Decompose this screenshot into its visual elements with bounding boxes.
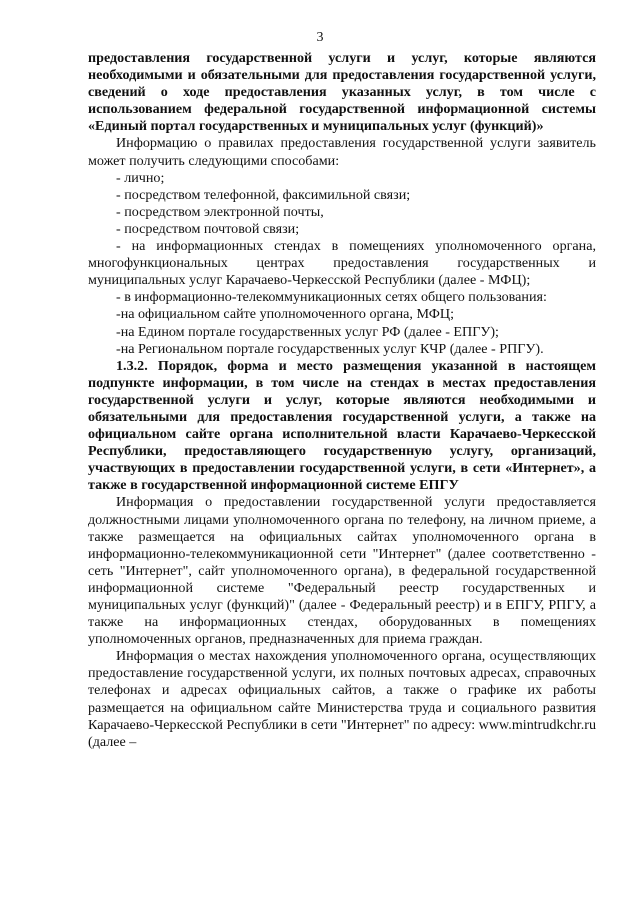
method-item-networks: - в информационно-телекоммуникационных сетях общего пользования: bbox=[116, 289, 547, 306]
method-item-stands: - на информационных стендах в помещениях уполномоченного органа, многофункциональных центрах предоставления государственных и муниципальных услуг Карачаево-Черкесской Республики (далее - МФЦ); bbox=[88, 238, 596, 289]
paragraph-info-provision: Информация о предоставлении государственной услуги предоставляется должностными лицами уполномоченного органа по телефону, на личном приеме, а также размещается на официальных сайтах уполномоченного органа в информационно-телекоммуникационной сети "Интернет" (далее соответственно - сеть "Интернет", сайт уполномоченного органа), в федеральной государственной информационной системе "Федеральный реестр государственных и муниципальных услуг (функций)" (далее - Федеральный реестр) и в ЕПГУ, РПГУ, а также на информационных стендах, оборудованных в помещениях уполномоченных органов, предназначенных для приема граждан. bbox=[88, 494, 596, 648]
method-item-rpgu: -на Региональном портале государственных услуг КЧР (далее - РПГУ). bbox=[116, 340, 544, 357]
method-item-phone-fax: - посредством телефонной, факсимильной связи; bbox=[116, 186, 411, 203]
document-body bbox=[88, 50, 596, 751]
method-item-email: - посредством электронной почты, bbox=[116, 203, 324, 220]
paragraph-locations: Информация о местах нахождения уполномоченного органа, осуществляющих предоставление государственной услуги, их полных почтовых адресах, справочных телефонах и адресах официальных сайтов, а также о графике их работы размещается на официальном сайте Министерства труда и социального развития Карачаево-Черкесской Республики в сети "Интернет" по адресу: www.mintrudkchr.ru (далее – bbox=[88, 648, 596, 750]
method-item-personal: - лично; bbox=[116, 169, 165, 186]
section-heading-1-3-2: 1.3.2. Порядок, форма и место размещения указанной в настоящем подпункте информации, в том числе на стендах в местах предоставления государственной услуги и услуг, которые являются необходимыми и обязательными для предоставления государственной услуги, а также на официальном сайте органа исполнительной власти Карачаево-Черкесской Республики, предоставляющего государственную услугу, организаций, участвующих в предоставлении государственной услуги, в сети «Интернет», а также в государственной информационной системе ЕПГУ bbox=[88, 357, 596, 494]
info-intro-paragraph: Информацию о правилах предоставления государственной услуги заявитель может получить следующими способами: bbox=[88, 135, 596, 169]
method-item-epgu: -на Едином портале государственных услуг РФ (далее - ЕПГУ); bbox=[116, 323, 499, 340]
method-item-post: - посредством почтовой связи; bbox=[116, 220, 300, 237]
heading-intro: предоставления государственной услуги и услуг, которые являются необходимыми и обязательными для предоставления государственной услуги, сведений о ходе предоставления указанных услуг, в том числе с использованием федеральной государственной информационной системы «Единый портал государственных и муниципальных услуг (функций)» bbox=[88, 50, 596, 135]
method-item-official-site: -на официальном сайте уполномоченного органа, МФЦ; bbox=[116, 306, 455, 323]
page-number: 3 bbox=[316, 30, 324, 45]
